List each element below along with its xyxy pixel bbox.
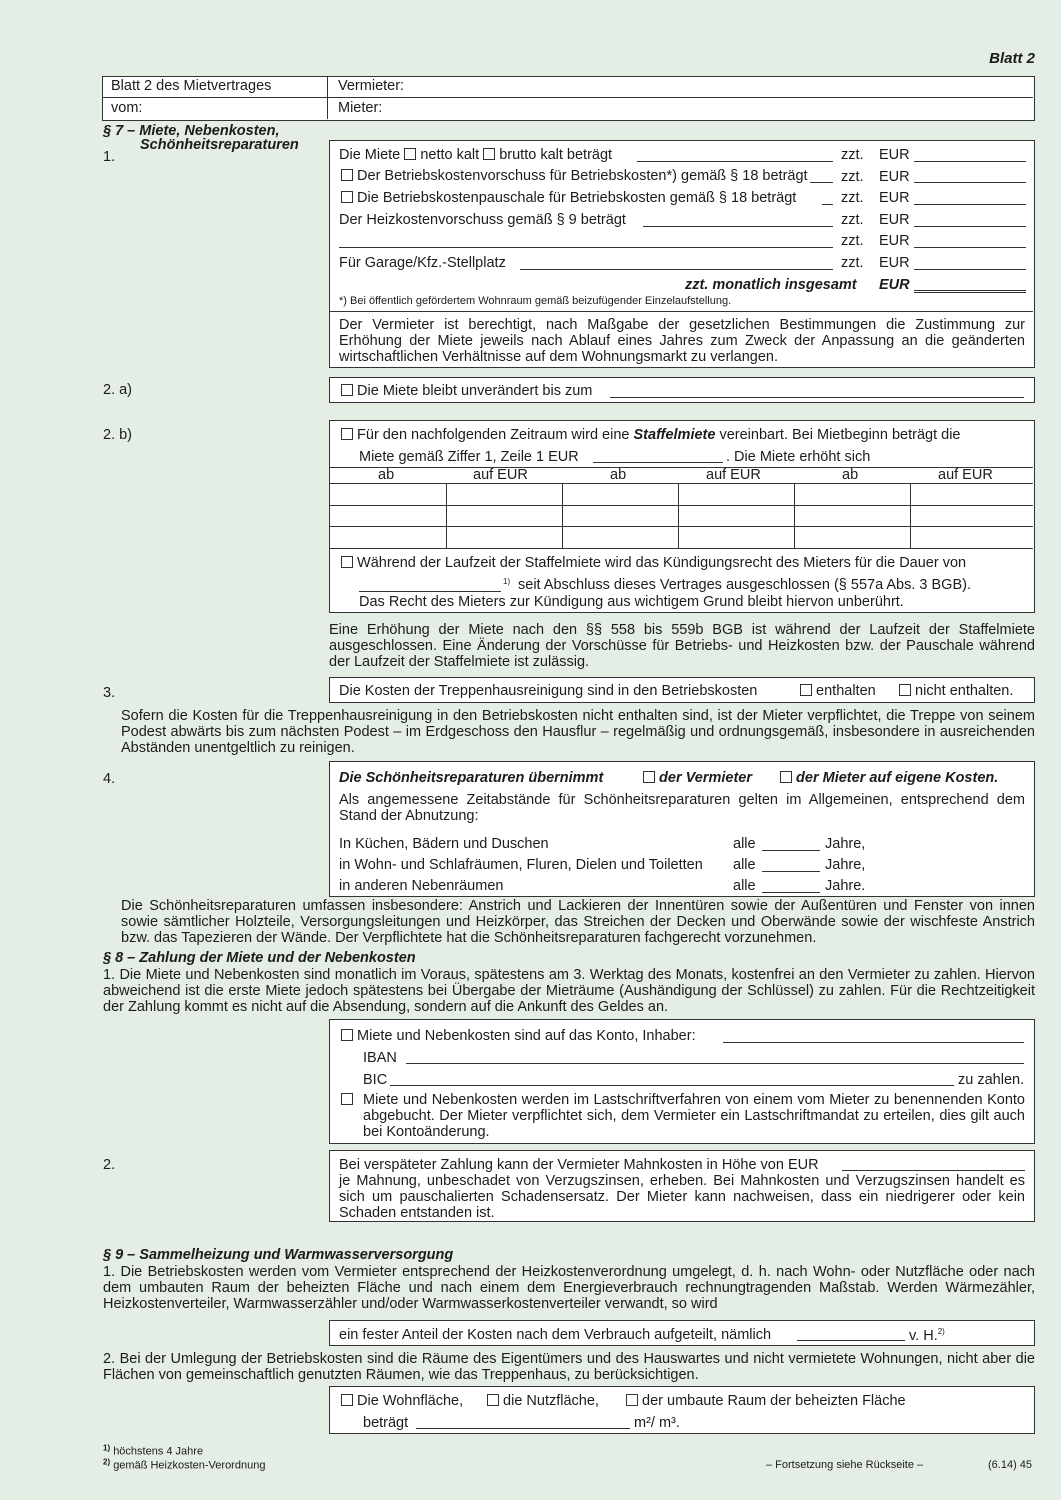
bic-label: BIC [363,1072,388,1088]
room-living-years-field[interactable] [762,871,820,872]
iban-field[interactable] [406,1063,1024,1064]
opex-flat-field[interactable] [822,204,833,205]
contract-date-label[interactable]: vom: [111,100,143,116]
form-code: (6.14) 45 [988,1459,1033,1471]
volume-label: der umbaute Raum der beheizten Fläche [642,1393,906,1409]
s7-p2b-number: 2. b) [103,427,133,443]
custom-item-field[interactable] [339,247,833,248]
usable-area-label: die Nutzfläche, [503,1393,599,1409]
netto-label: netto kalt [420,147,480,163]
termination-waiver-line1: Während der Laufzeit der Staffelmiete wird das Kündigungsrecht des Mieters für die Dauer von [357,555,967,571]
termination-waiver-line3: Das Recht des Mieters zur Kündigung aus wichtigem Grund bleibt hiervon unberührt. [359,594,904,610]
room-kitchen-years: Jahre, [825,836,866,852]
area-unit: m²/ m³. [634,1415,680,1431]
zzt-5: zzt. [841,233,864,249]
zzt-6: zzt. [841,255,864,271]
room-living-every: alle [733,857,756,873]
dunning-fee-field[interactable] [842,1170,1025,1171]
fixed-share-text: ein fester Anteil der Kosten nach dem Verbrauch aufgeteilt, nämlich [339,1327,772,1343]
stair-included-label: enthalten [816,683,876,699]
area-amount-label: beträgt [363,1415,409,1431]
opex-flat-checkbox[interactable] [341,191,353,203]
staffel-box [329,420,1035,613]
direct-debit-text: Miete und Nebenkosten werden im Lastschriftverfahren von einem vom Mieter zu benennenden Konto abgebucht. Der Mieter verpflichtet sich, dem Vermieter ein Lastschriftmandat zu erteilen, dies gilt auch bei Kontoänderung. [363,1092,1025,1140]
room-living-label: in Wohn- und Schlafräumen, Fluren, Dielen und Toiletten [339,857,703,873]
termination-duration-field[interactable] [359,591,501,592]
garage-field[interactable] [520,269,833,270]
eur-2: EUR [879,169,910,185]
termination-waiver-checkbox[interactable] [341,556,353,568]
amount-field-2[interactable] [914,182,1026,183]
rent-field[interactable] [637,161,833,162]
landlord-field[interactable]: Vermieter: [338,78,405,94]
living-area-label: Die Wohnfläche, [357,1393,464,1409]
fixed-share-box [329,1320,1035,1346]
footnote-1: höchstens 4 Jahre [113,1445,204,1458]
amount-field-1[interactable] [914,161,1026,162]
room-kitchen-years-field[interactable] [762,850,820,851]
area-amount-field[interactable] [416,1428,630,1429]
s7-p2a-number: 2. a) [103,382,133,398]
monthly-total-eur: EUR [879,277,910,293]
staffel-col-eur-2: auf EUR [706,467,761,483]
late-payment-line1: Bei verspäteter Zahlung kann der Vermieter Mahnkosten in Höhe von EUR [339,1157,819,1173]
stair-not-included-checkbox[interactable] [899,684,911,696]
amount-field-3[interactable] [914,204,1026,205]
staffel-col-eur-1: auf EUR [473,467,528,483]
heating-advance-field[interactable] [643,226,833,227]
repairs-by-label: Die Schönheitsreparaturen übernimmt [339,770,604,786]
tenant-field[interactable]: Mieter: [338,100,383,116]
staffel-line2a: Miete gemäß Ziffer 1, Zeile 1 EUR [359,449,579,465]
bank-account-label: Miete und Nebenkosten sind auf das Konto, Inhaber: [357,1028,696,1044]
s8-p2-number: 2. [103,1157,116,1173]
repairs-tenant-checkbox[interactable] [780,771,792,783]
iban-label: IBAN [363,1050,397,1066]
repairs-box [329,761,1035,897]
percent-sup: 2) [937,1327,945,1336]
eur-6: EUR [879,255,910,271]
staffel-col-ab-2: ab [610,467,627,483]
footnote-2: gemäß Heizkosten-Verordnung [113,1459,266,1472]
termination-sup: 1) [503,577,511,586]
room-kitchen-every: alle [733,836,756,852]
footnote-2-mark: 2) [103,1457,111,1466]
stair-cleaning-box [329,677,1035,703]
rent-unchanged-box [329,377,1035,403]
rent-box [329,140,1035,368]
footnote-1-mark: 1) [103,1443,111,1452]
staffel-pre: Für den nachfolgenden Zeitraum wird eine [357,427,630,443]
percent-label: v. H. [909,1327,938,1344]
room-kitchen-label: In Küchen, Bädern und Duschen [339,836,549,852]
s7-p1-number: 1. [103,149,116,165]
sheet-label: Blatt 2 [989,50,1035,67]
area-box [329,1386,1035,1434]
s9-p1-text: 1. Die Betriebskosten werden vom Vermieter entsprechend der Heizkostenverordnung umgelegt, d. h. nach Wohn- oder Nutzfläche oder nach dem umbauten Raum der beheizten Fläche und nach einem dem Energieverbrauch rechnungtragenden Maßstab. Werden Wärmezähler, Heizkostenverteiler, Warmwasserzähler und/oder Warmwasserkostenverteiler verwandt, so wird [103,1264,1035,1312]
payment-box [329,1019,1035,1144]
repairs-intervals-text: Als angemessene Zeitabstände für Schönheitsreparaturen gelten im Allgemeinen, entsprechend dem Stand der Abnutzung: [339,792,1025,824]
amount-field-6[interactable] [914,269,1026,270]
monthly-total-label: zzt. monatlich insgesamt [685,277,857,293]
opex-flat-label: Die Betriebskostenpauschale für Betriebskosten gemäß § 18 beträgt [357,190,797,206]
section-8-heading: § 8 – Zahlung der Miete und der Nebenkosten [103,950,416,966]
rent-increase-text: Der Vermieter ist berechtigt, nach Maßgabe der gesetzlichen Bestimmungen die Zustimmung zur Erhöhung der Miete jeweils nach Ablauf eines Jahres zum Zweck der Anpassung an die geänderten wirtschaftlichen Verhältnisse auf dem Wohnungsmarkt zu verlangen. [339,317,1025,365]
amount-field-5[interactable] [914,247,1026,248]
opex-advance-field[interactable] [810,182,833,183]
section-7-heading: § 7 – Miete, Nebenkosten, [103,123,280,139]
living-area-checkbox[interactable] [341,1394,353,1406]
amount-field-4[interactable] [914,226,1026,227]
room-other-years-field[interactable] [762,892,820,893]
stair-not-included-label: nicht enthalten. [915,683,1014,699]
fixed-share-percent-field[interactable] [797,1340,905,1341]
section-9-heading: § 9 – Sammelheizung und Warmwasserversorgung [103,1247,454,1263]
zzt-2: zzt. [841,169,864,185]
public-housing-footnote: *) Bei öffentlich gefördertem Wohnraum gemäß beizufügender Einzelaufstellung. [339,295,732,307]
room-other-years: Jahre. [825,878,866,894]
zzt-1: zzt. [841,147,864,163]
s9-p2-text: 2. Bei der Umlegung der Betriebskosten sind die Räume des Eigentümers und des Hauswartes und nicht vermietete Wohnungen, nicht aber die Flächen von gemeinschaftlich genutzten Räumen, wie das Treppenhaus, zu berücksichtigen. [103,1351,1035,1383]
zzt-4: zzt. [841,212,864,228]
eur-3: EUR [879,190,910,206]
garage-label: Für Garage/Kfz.-Stellplatz [339,255,506,271]
late-payment-box [329,1150,1035,1222]
bic-field[interactable] [390,1085,954,1086]
room-living-years: Jahre, [825,857,866,873]
room-other-label: in anderen Nebenräumen [339,878,504,894]
direct-debit-checkbox[interactable] [341,1093,353,1105]
opex-advance-label: Der Betriebskostenvorschuss für Betriebskosten*) gemäß § 18 beträgt [357,168,808,184]
eur-4: EUR [879,212,910,228]
brutto-label: brutto kalt beträgt [499,147,613,163]
volume-checkbox[interactable] [626,1394,638,1406]
staffel-post: vereinbart. Bei Mietbeginn beträgt die [719,427,961,443]
rent-unchanged-label: Die Miete bleibt unverändert bis zum [357,383,593,399]
late-payment-rest: je Mahnung, unbeschadet von Verzugszinsen, erheben. Bei Mahnkosten und Verzugszinsen handelt es sich um pauschalierten Schadensersatz. Der Mieter kann nachweisen, dass ein niedrigerer oder kein Schaden entstanden ist. [339,1173,1025,1221]
staffel-col-ab-3: ab [842,467,859,483]
staffel-line2b: . Die Miete erhöht sich [726,449,871,465]
to-pay-label: zu zahlen. [958,1072,1025,1088]
monthly-total-field[interactable] [914,290,1026,291]
heating-advance-label: Der Heizkostenvorschuss gemäß § 9 beträgt [339,212,626,228]
rent-unchanged-date-field[interactable] [610,397,1024,398]
total-double-line [914,292,1026,293]
eur-1: EUR [879,147,910,163]
staffel-bold: Staffelmiete [633,427,716,443]
header-box [102,76,1035,121]
continued-note: – Fortsetzung siehe Rückseite – [766,1459,924,1471]
rent-prefix: Die Miete [339,147,401,163]
stair-cleaning-text: Die Kosten der Treppenhausreinigung sind in den Betriebskosten [339,683,758,699]
s7-p3-number: 3. [103,685,116,701]
account-holder-field[interactable] [723,1042,1024,1043]
termination-waiver-line2: seit Abschluss dieses Vertrages ausgeschlossen (§ 557a Abs. 3 BGB). [518,577,971,593]
repairs-landlord-label: der Vermieter [659,770,752,786]
repairs-scope-text: Die Schönheitsreparaturen umfassen insbesondere: Anstrich und Lackieren der Innentüren sowie der Außentüren und Fenster von innen sowie sämtlicher Holzteile, Versorgungsleitungen und Heizkörper, das Streichen der Decken und Oberwände sowie der wischfeste Anstrich bzw. das Tapezieren der Wände. Der Verpflichtete hat die Schönheitsreparaturen fachgerecht vorzunehmen. [121,898,1035,946]
staffel-col-ab-1: ab [378,467,395,483]
rent-unchanged-checkbox[interactable] [341,384,353,396]
staffel-initial-rent-field[interactable] [593,462,723,463]
brutto-checkbox[interactable] [483,148,495,160]
repairs-tenant-label: der Mieter auf eigene Kosten. [796,770,999,786]
room-other-every: alle [733,878,756,894]
opex-advance-checkbox[interactable] [341,169,353,181]
staffel-col-eur-3: auf EUR [938,467,993,483]
section-7-heading-line2: Schönheitsreparaturen [140,137,299,153]
staffel-checkbox[interactable] [341,428,353,440]
usable-area-checkbox[interactable] [487,1394,499,1406]
stair-included-checkbox[interactable] [800,684,812,696]
repairs-landlord-checkbox[interactable] [643,771,655,783]
netto-checkbox[interactable] [404,148,416,160]
bank-account-checkbox[interactable] [341,1029,353,1041]
s7-p4-number: 4. [103,771,116,787]
eur-5: EUR [879,233,910,249]
s8-p1-text: 1. Die Miete und Nebenkosten sind monatlich im Voraus, spätestens am 3. Werktag des Monats, kostenfrei an den Vermieter zu zahlen. Hiervon abweichend ist die erste Miete jedoch spätestens bei Übergabe der Mieträume (Aushändigung der Schlüssel) zu zahlen. Für die Rechtzeitigkeit der Zahlung kommt es nicht auf die Absendung, sondern auf die Ankunft des Geldes an. [103,967,1035,1015]
contract-sheet-label: Blatt 2 des Mietvertrages [111,78,272,94]
zzt-3: zzt. [841,190,864,206]
stair-cleaning-note: Sofern die Kosten für die Treppenhausreinigung in den Betriebskosten nicht enthalten sind, ist der Mieter verpflichtet, die Treppe von seinem Podest abwärts bis zum nächsten Podest – im Erdgeschoss den Hausflur – regelmäßig und ordnungsgemäß, insbesondere in ausreichenden Abständen unentgeltlich zu reinigen. [121,708,1035,756]
staffel-note: Eine Erhöhung der Miete nach den §§ 558 bis 559b BGB ist während der Laufzeit der Staffelmiete ausgeschlossen. Eine Änderung der Vorschüsse für Betriebs- und Heizkosten bzw. der Pauschale während der Laufzeit der Staffelmiete ist zulässig. [329,622,1035,670]
